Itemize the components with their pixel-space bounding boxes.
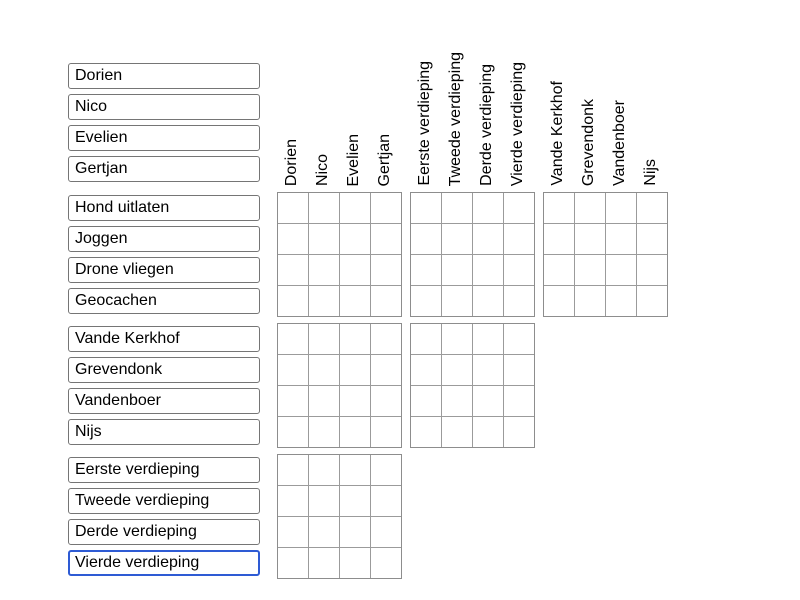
grid-cell[interactable]: [411, 224, 441, 254]
grid-cell[interactable]: [309, 455, 339, 485]
item-box-vande-kerkhof[interactable]: Vande Kerkhof: [68, 326, 260, 352]
column-header: [605, 98, 636, 186]
grid-cell[interactable]: [340, 386, 370, 416]
grid-cell[interactable]: [637, 193, 667, 223]
grid-cell[interactable]: [340, 286, 370, 316]
column-header: [370, 132, 401, 186]
grid-cell[interactable]: [309, 355, 339, 385]
grid-cell[interactable]: [340, 548, 370, 578]
grid-cell[interactable]: [504, 193, 534, 223]
grid-cell[interactable]: [309, 193, 339, 223]
item-box-drone-vliegen[interactable]: Drone vliegen: [68, 257, 260, 283]
grid-cell[interactable]: [278, 355, 308, 385]
grid-cell[interactable]: [504, 286, 534, 316]
grid-cell[interactable]: [371, 324, 401, 354]
item-box-dorien[interactable]: Dorien: [68, 63, 260, 89]
grid-cell[interactable]: [371, 224, 401, 254]
grid-cell[interactable]: [309, 517, 339, 547]
grid-cell[interactable]: [278, 486, 308, 516]
grid-cell[interactable]: [371, 548, 401, 578]
column-header-label: Nijs: [642, 159, 660, 186]
grid-cell[interactable]: [544, 193, 574, 223]
item-box-hond-uitlaten[interactable]: Hond uitlaten: [68, 195, 260, 221]
grid-cell[interactable]: [504, 324, 534, 354]
grid-cell[interactable]: [575, 286, 605, 316]
item-box-derde-verdieping[interactable]: Derde verdieping: [68, 519, 260, 545]
grid-activities-x-names: [277, 192, 402, 317]
grid-cell[interactable]: [606, 286, 636, 316]
grid-cell[interactable]: [371, 193, 401, 223]
grid-cell[interactable]: [442, 417, 472, 447]
column-header-label: Derde verdieping: [478, 64, 496, 186]
column-header-label: Gertjan: [376, 133, 394, 186]
column-header-label: Nico: [314, 153, 332, 186]
item-box-nico[interactable]: Nico: [68, 94, 260, 120]
grid-cell[interactable]: [340, 517, 370, 547]
grid-cell[interactable]: [473, 355, 503, 385]
grid-cell[interactable]: [371, 286, 401, 316]
grid-cell[interactable]: [411, 193, 441, 223]
grid-cell[interactable]: [309, 286, 339, 316]
grid-cell[interactable]: [309, 386, 339, 416]
item-box-evelien[interactable]: Evelien: [68, 125, 260, 151]
column-header-label: Evelien: [345, 133, 363, 186]
grid-cell[interactable]: [473, 417, 503, 447]
surnames-label-column: [68, 326, 260, 445]
column-header-label: Eerste verdieping: [416, 61, 434, 186]
floors-label-column: [68, 457, 260, 576]
activities-label-column: [68, 195, 260, 314]
grid-cell[interactable]: [473, 193, 503, 223]
column-header: [503, 60, 534, 186]
grid-cell[interactable]: [606, 193, 636, 223]
grid-cell[interactable]: [473, 286, 503, 316]
item-box-tweede-verdieping[interactable]: Tweede verdieping: [68, 488, 260, 514]
grid-cell[interactable]: [442, 193, 472, 223]
grid-cell[interactable]: [637, 224, 667, 254]
item-box-joggen[interactable]: Joggen: [68, 226, 260, 252]
grid-cell[interactable]: [278, 255, 308, 285]
item-box-gertjan[interactable]: Gertjan: [68, 156, 260, 182]
grid-cell[interactable]: [504, 417, 534, 447]
grid-cell[interactable]: [411, 355, 441, 385]
names-label-column: [68, 63, 260, 182]
grid-cell[interactable]: [606, 255, 636, 285]
grid-cell[interactable]: [504, 255, 534, 285]
grid-cell[interactable]: [278, 417, 308, 447]
column-headers-surnames: [543, 6, 667, 186]
item-box-eerste-verdieping[interactable]: Eerste verdieping: [68, 457, 260, 483]
grid-cell[interactable]: [637, 255, 667, 285]
grid-cell[interactable]: [371, 355, 401, 385]
grid-cell[interactable]: [411, 417, 441, 447]
grid-cell[interactable]: [544, 255, 574, 285]
column-header: [308, 152, 339, 186]
grid-cell[interactable]: [544, 286, 574, 316]
grid-cell[interactable]: [371, 486, 401, 516]
grid-cell[interactable]: [411, 386, 441, 416]
grid-cell[interactable]: [278, 224, 308, 254]
grid-cell[interactable]: [473, 255, 503, 285]
item-box-nijs[interactable]: Nijs: [68, 419, 260, 445]
grid-cell[interactable]: [371, 455, 401, 485]
column-header: [277, 137, 308, 186]
grid-cell[interactable]: [371, 255, 401, 285]
grid-cell[interactable]: [278, 455, 308, 485]
grid-cell[interactable]: [473, 386, 503, 416]
grid-cell[interactable]: [278, 193, 308, 223]
column-header: [339, 132, 370, 186]
grid-cell[interactable]: [442, 255, 472, 285]
grid-cell[interactable]: [442, 355, 472, 385]
column-header-label: Tweede verdieping: [447, 51, 465, 186]
grid-cell[interactable]: [411, 286, 441, 316]
column-header-label: Vierde verdieping: [509, 61, 527, 186]
grid-cell[interactable]: [340, 324, 370, 354]
grid-cell[interactable]: [340, 455, 370, 485]
column-header: [636, 157, 667, 186]
grid-cell[interactable]: [278, 517, 308, 547]
column-header: [410, 59, 441, 186]
item-box-vandenboer[interactable]: Vandenboer: [68, 388, 260, 414]
item-box-grevendonk[interactable]: Grevendonk: [68, 357, 260, 383]
grid-cell[interactable]: [637, 286, 667, 316]
grid-cell[interactable]: [575, 224, 605, 254]
grid-activities-x-surnames: [543, 192, 668, 317]
grid-cell[interactable]: [371, 386, 401, 416]
item-box-vierde-verdieping-focused[interactable]: Vierde verdieping: [68, 550, 260, 576]
grid-cell[interactable]: [340, 486, 370, 516]
grid-cell[interactable]: [411, 255, 441, 285]
grid-cell[interactable]: [340, 355, 370, 385]
grid-cell[interactable]: [309, 486, 339, 516]
grid-cell[interactable]: [309, 224, 339, 254]
grid-cell[interactable]: [504, 355, 534, 385]
column-headers-floors: [410, 6, 534, 186]
grid-cell[interactable]: [442, 386, 472, 416]
grid-cell[interactable]: [504, 386, 534, 416]
grid-cell[interactable]: [442, 224, 472, 254]
grid-cell[interactable]: [309, 548, 339, 578]
grid-cell[interactable]: [278, 286, 308, 316]
grid-cell[interactable]: [278, 386, 308, 416]
grid-cell[interactable]: [544, 224, 574, 254]
grid-surnames-x-names: [277, 323, 402, 448]
column-header-label: Dorien: [283, 138, 301, 186]
item-box-geocachen[interactable]: Geocachen: [68, 288, 260, 314]
column-header: [574, 97, 605, 186]
grid-cell[interactable]: [278, 324, 308, 354]
grid-cell[interactable]: [340, 193, 370, 223]
grid-cell[interactable]: [340, 224, 370, 254]
column-header-label: Grevendonk: [580, 98, 598, 186]
column-header-label: Vandenboer: [611, 100, 629, 186]
grid-floors-x-names: [277, 454, 402, 579]
grid-cell[interactable]: [473, 224, 503, 254]
column-header-label: Vande Kerkhof: [549, 81, 567, 186]
grid-cell[interactable]: [575, 193, 605, 223]
grid-cell[interactable]: [411, 324, 441, 354]
grid-cell[interactable]: [340, 255, 370, 285]
grid-cell[interactable]: [473, 324, 503, 354]
grid-cell[interactable]: [606, 224, 636, 254]
grid-cell[interactable]: [504, 224, 534, 254]
column-header: [543, 79, 574, 186]
grid-cell[interactable]: [309, 324, 339, 354]
grid-cell[interactable]: [442, 286, 472, 316]
column-header: [472, 62, 503, 186]
grid-cell[interactable]: [371, 417, 401, 447]
grid-cell[interactable]: [340, 417, 370, 447]
grid-cell[interactable]: [575, 255, 605, 285]
grid-cell[interactable]: [309, 417, 339, 447]
column-headers-names: [277, 6, 401, 186]
grid-cell[interactable]: [371, 517, 401, 547]
grid-cell[interactable]: [442, 324, 472, 354]
grid-activities-x-floors: [410, 192, 535, 317]
grid-cell[interactable]: [278, 548, 308, 578]
grid-cell[interactable]: [309, 255, 339, 285]
grid-surnames-x-floors: [410, 323, 535, 448]
column-header: [441, 50, 472, 186]
